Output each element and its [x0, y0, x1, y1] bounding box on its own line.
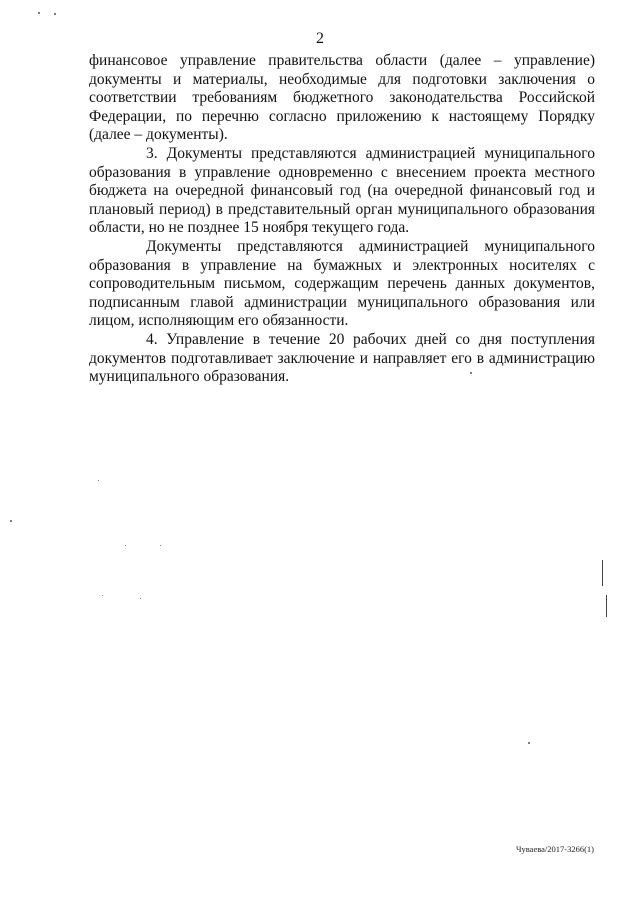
scan-speck — [10, 520, 12, 522]
scan-speck — [102, 595, 103, 596]
scan-speck — [140, 598, 141, 599]
paragraph-documents-submission: Документы представляются администрацией муниципального образования в управление на бумажных и электронных носителях с сопроводительным письмом, содержащим перечень данных документов, подписанным главой администрации муниципального образования или лицом, исполняющим его обязанности. — [89, 237, 595, 330]
page-number: 2 — [316, 30, 324, 47]
scan-speck — [54, 13, 56, 15]
paragraph-continuation: финансовое управление правительства области (далее – управление) документы и материалы, необходимые для подготовки заключения о соответствии требованиям бюджетного законодательства Российской Федерации, по перечню согласно приложению к настоящему Порядку (далее – документы). — [89, 52, 595, 144]
paragraph-item-3: 3. Документы представляются администрацией муниципального образования в управление одновременно с внесением проекта местного бюджета на очередной финансовый год (на очередной финансовый год и плановый период) в представительный орган муниципального образования области, но не позднее 15 ноября текущего года. — [89, 144, 595, 237]
paragraph-item-4: 4. Управление в течение 20 рабочих дней со дня поступления документов подготавливает заключение и направляет его в администрацию муниципального образования. — [89, 330, 595, 386]
document-code: Чуваева/2017-3266(1) — [516, 844, 594, 854]
scan-edge-mark — [606, 595, 607, 617]
scan-speck — [125, 545, 126, 546]
scan-speck — [98, 480, 99, 481]
scan-speck — [160, 545, 161, 546]
scan-speck — [38, 12, 40, 14]
scan-speck — [470, 372, 472, 374]
scan-edge-mark — [602, 560, 603, 586]
scan-speck — [528, 742, 530, 744]
document-body — [89, 52, 595, 387]
